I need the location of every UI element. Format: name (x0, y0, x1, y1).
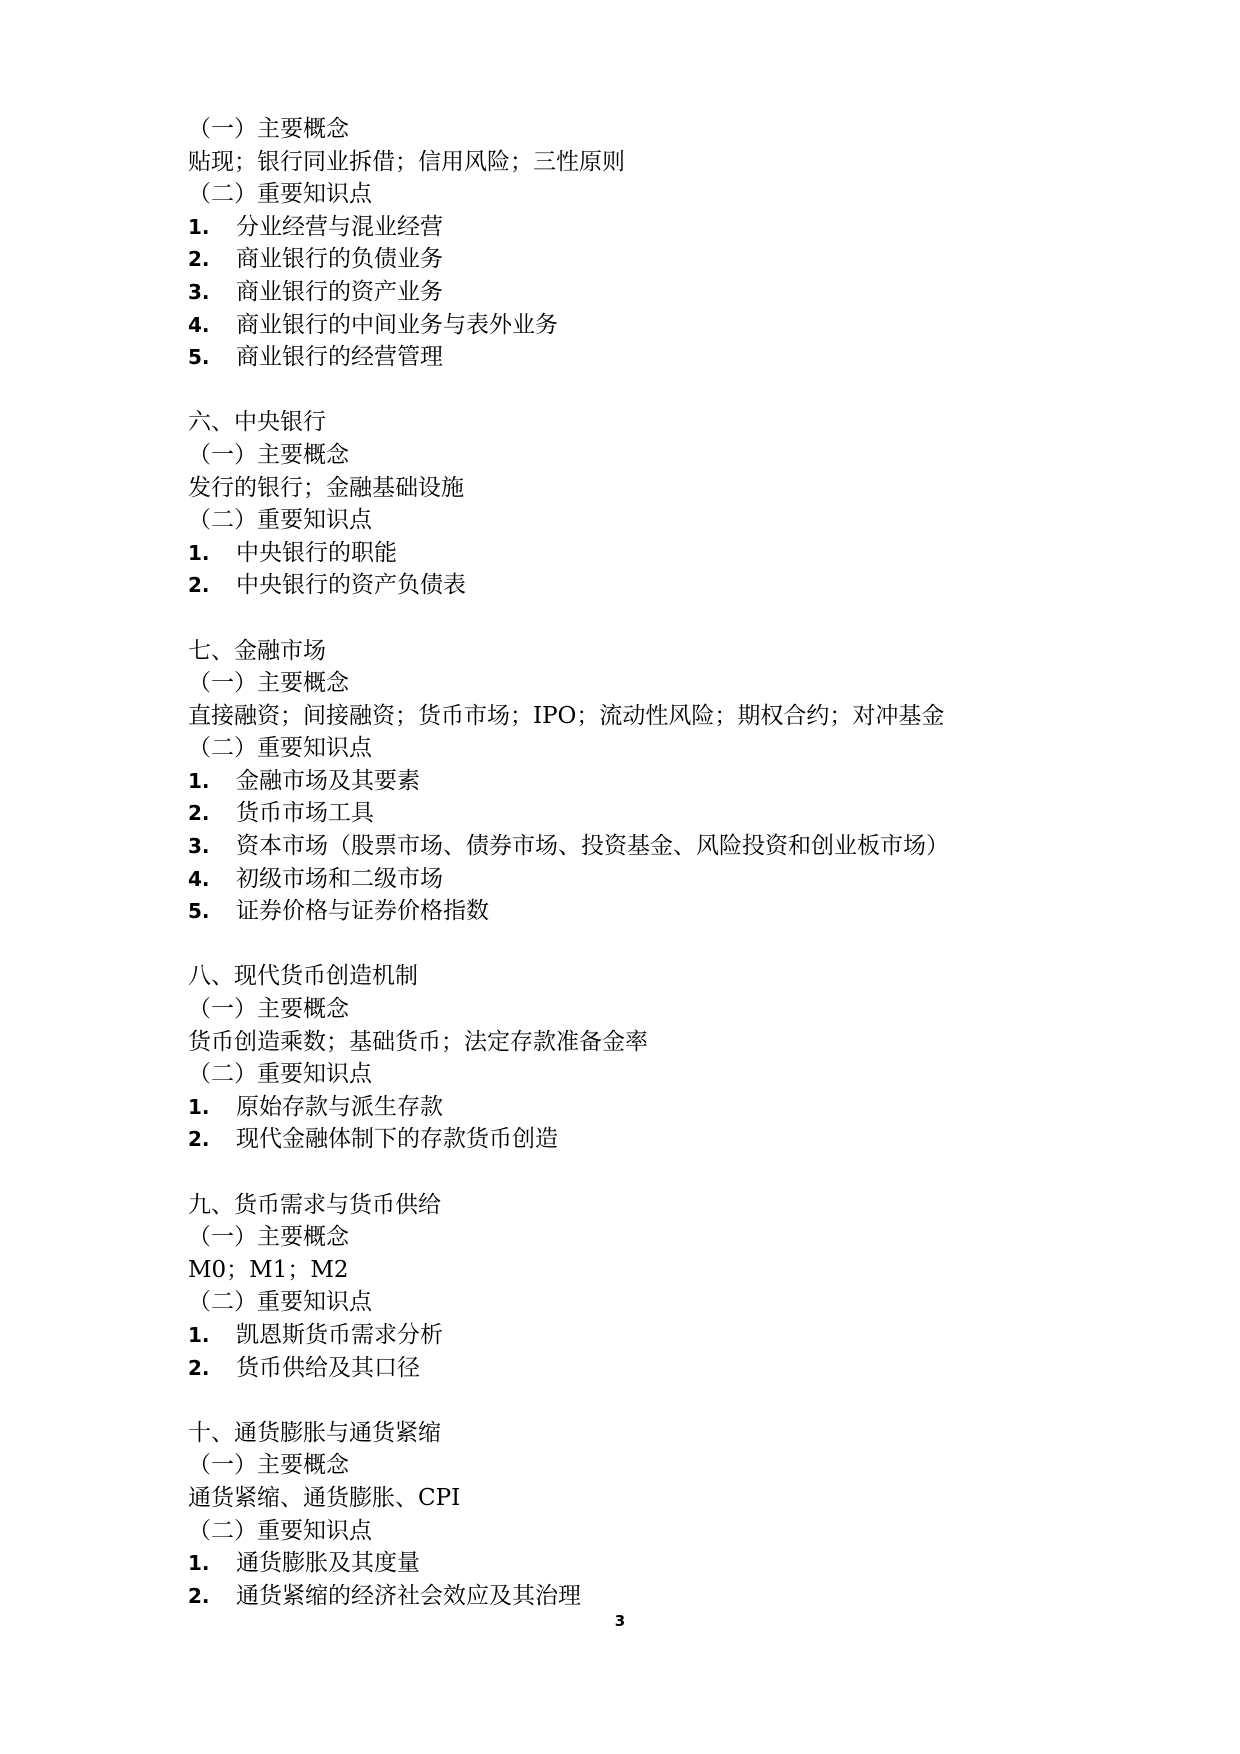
list-item-number: 1. (188, 540, 210, 565)
section (188, 928, 1148, 1156)
list-item (188, 569, 1148, 602)
list-item (188, 1547, 1148, 1580)
list-item (188, 341, 1148, 374)
list-item-text: 货币供给及其口径 (236, 1354, 420, 1381)
points-title: （二）重要知识点 (188, 1517, 372, 1544)
list-item (188, 895, 1148, 928)
list-item-number: 2. (188, 1583, 210, 1608)
list-item (188, 1091, 1148, 1124)
concepts-title: （一）主要概念 (188, 441, 349, 468)
section-spacer (188, 1156, 1148, 1189)
concepts-title: （一）主要概念 (188, 1224, 349, 1251)
list-item (188, 765, 1148, 798)
section-heading: 六、中央银行 (188, 409, 326, 436)
section-spacer (188, 602, 1148, 635)
list-item-number: 4. (188, 866, 210, 891)
concepts-text: 货币创造乘数；基础货币；法定存款准备金率 (188, 1028, 648, 1055)
section-heading: 八、现代货币创造机制 (188, 963, 418, 990)
list-item (188, 243, 1148, 276)
concepts-text: 发行的银行；金融基础设施 (188, 474, 464, 501)
list-item (188, 797, 1148, 830)
document-body (188, 113, 1148, 1612)
points-title: （二）重要知识点 (188, 735, 372, 762)
page-number: 3 (614, 1612, 626, 1630)
list-item-number: 1. (188, 1094, 210, 1119)
list-item-text: 资本市场（股票市场、债券市场、投资基金、风险投资和创业板市场） (236, 833, 949, 860)
list-item-number: 1. (188, 1551, 210, 1576)
list-item (188, 863, 1148, 896)
list-item-number: 2. (188, 1127, 210, 1152)
list-item-number: 1. (188, 768, 210, 793)
list-item-text: 商业银行的经营管理 (236, 344, 443, 371)
list-item (188, 1319, 1148, 1352)
list-item-number: 3. (188, 834, 210, 859)
section-spacer (188, 1384, 1148, 1417)
list-item-text: 中央银行的职能 (236, 539, 397, 566)
list-item-text: 商业银行的负债业务 (236, 246, 443, 273)
list-item-number: 5. (188, 345, 210, 370)
list-item-text: 分业经营与混业经营 (236, 213, 443, 240)
section (188, 113, 1148, 374)
list-item-number: 3. (188, 279, 210, 304)
list-item-text: 证券价格与证券价格指数 (236, 898, 489, 925)
list-item-number: 2. (188, 247, 210, 272)
list-item-text: 通货膨胀及其度量 (236, 1550, 420, 1577)
list-item-number: 2. (188, 1355, 210, 1380)
concepts-title: （一）主要概念 (188, 1452, 349, 1479)
concepts-title: （一）主要概念 (188, 670, 349, 697)
concepts-text: 直接融资；间接融资；货币市场；IPO；流动性风险；期权合约；对冲基金 (188, 702, 945, 729)
list-item-text: 原始存款与派生存款 (236, 1093, 443, 1120)
points-title: （二）重要知识点 (188, 507, 372, 534)
points-title: （二）重要知识点 (188, 1061, 372, 1088)
list-item (188, 309, 1148, 342)
list-item (188, 1352, 1148, 1385)
section-spacer (188, 374, 1148, 407)
list-item-number: 1. (188, 214, 210, 239)
list-item (188, 537, 1148, 570)
section (188, 374, 1148, 602)
section-heading: 十、通货膨胀与通货紧缩 (188, 1419, 441, 1446)
list-item (188, 276, 1148, 309)
list-item (188, 211, 1148, 244)
list-item-text: 凯恩斯货币需求分析 (236, 1321, 443, 1348)
concepts-text: 贴现；银行同业拆借；信用风险；三性原则 (188, 148, 625, 175)
section-heading: 七、金融市场 (188, 637, 326, 664)
list-item-text: 初级市场和二级市场 (236, 865, 443, 892)
section-heading: 九、货币需求与货币供给 (188, 1191, 441, 1218)
list-item-text: 中央银行的资产负债表 (236, 572, 466, 599)
list-item (188, 1123, 1148, 1156)
concepts-title: （一）主要概念 (188, 116, 349, 142)
list-item-text: 商业银行的中间业务与表外业务 (236, 311, 558, 338)
list-item-text: 现代金融体制下的存款货币创造 (236, 1126, 558, 1153)
list-item (188, 1580, 1148, 1613)
list-item-number: 2. (188, 573, 210, 598)
list-item-number: 2. (188, 801, 210, 826)
section (188, 1384, 1148, 1612)
concepts-text: M0；M1；M2 (188, 1256, 349, 1283)
section (188, 602, 1148, 928)
section-spacer (188, 928, 1148, 961)
list-item-text: 通货紧缩的经济社会效应及其治理 (236, 1582, 581, 1609)
points-title: （二）重要知识点 (188, 181, 372, 208)
list-item (188, 830, 1148, 863)
list-item-text: 商业银行的资产业务 (236, 278, 443, 305)
list-item-text: 货币市场工具 (236, 800, 374, 827)
list-item-number: 5. (188, 899, 210, 924)
points-title: （二）重要知识点 (188, 1289, 372, 1316)
section (188, 1156, 1148, 1384)
list-item-number: 1. (188, 1322, 210, 1347)
list-item-number: 4. (188, 312, 210, 337)
list-item-text: 金融市场及其要素 (236, 767, 420, 794)
concepts-text: 通货紧缩、通货膨胀、CPI (188, 1484, 461, 1511)
concepts-title: （一）主要概念 (188, 996, 349, 1023)
